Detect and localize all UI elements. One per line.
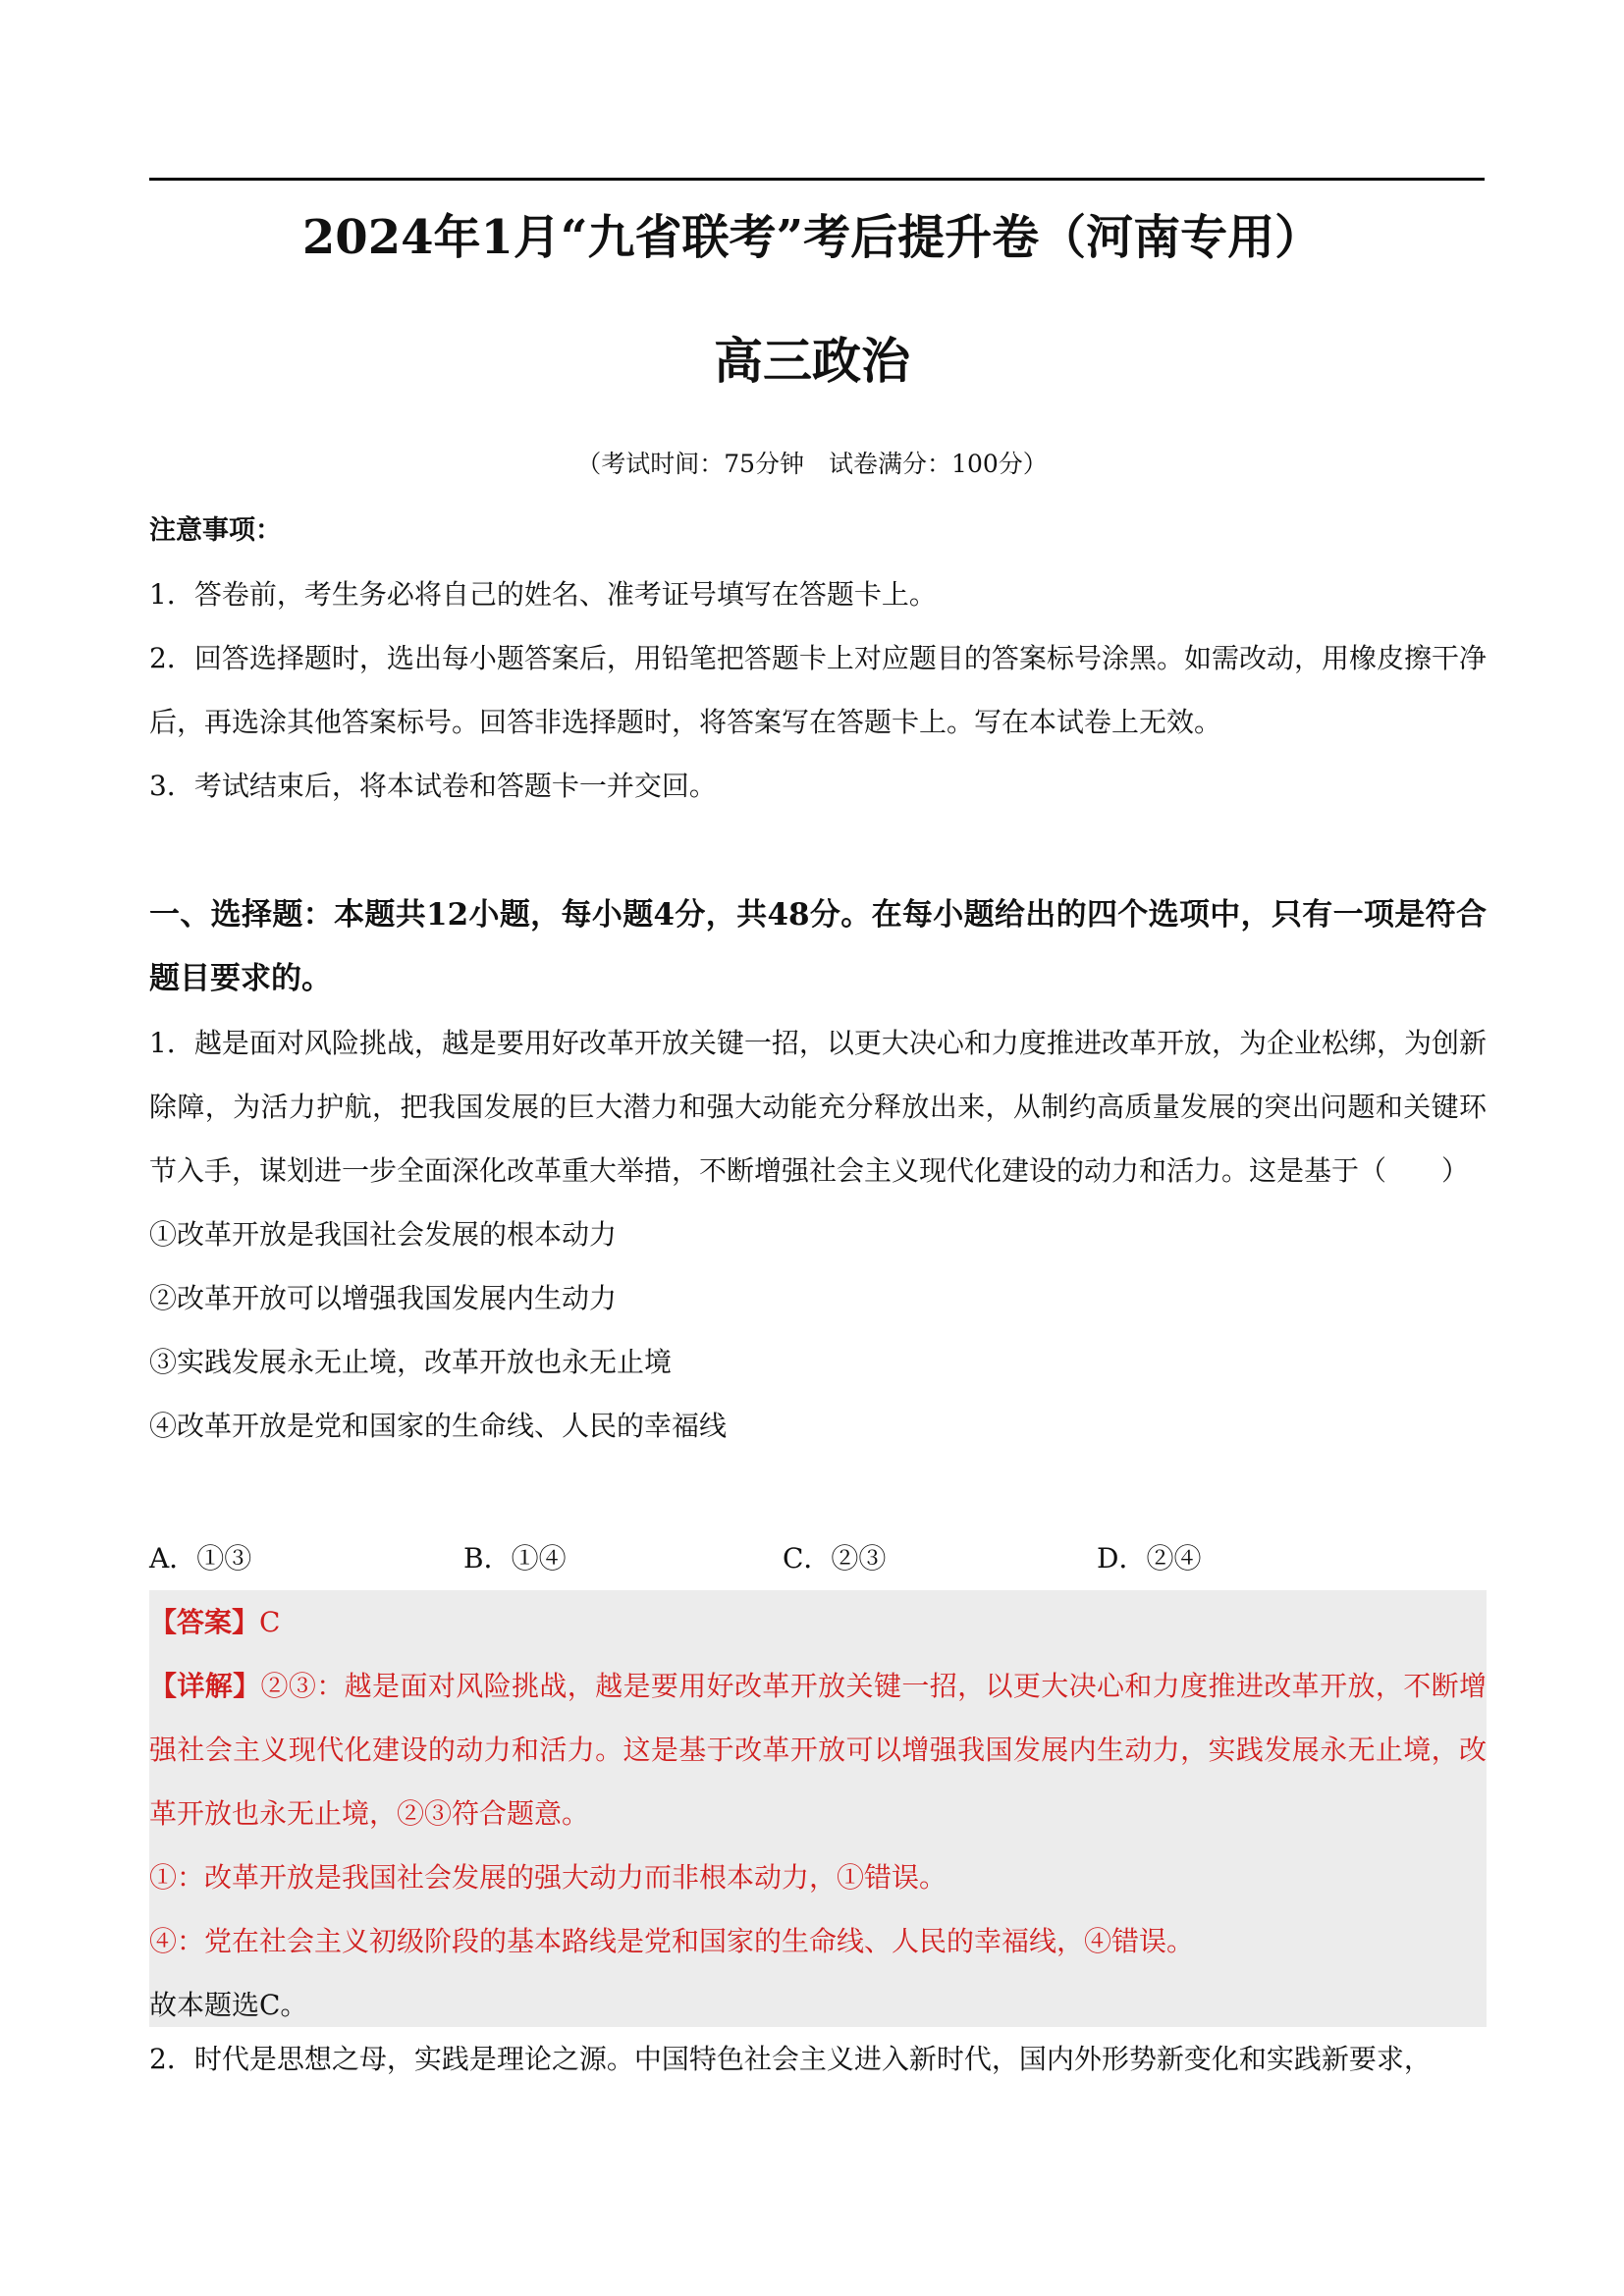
- option-c: C．②③: [783, 1542, 887, 1575]
- conclusion: 故本题选C。: [149, 1989, 308, 2021]
- statement-2: ②改革开放可以增强我国发展内生动力: [149, 1282, 618, 1314]
- question-2: [149, 2027, 1487, 2091]
- detail-tag: 【详解】: [149, 1670, 261, 1702]
- notice-heading: 注意事项：: [149, 515, 282, 546]
- statement-4: ④改革开放是党和国家的生命线、人民的幸福线: [149, 1410, 728, 1442]
- notice-list: [149, 562, 1487, 818]
- answer-value: C: [259, 1606, 281, 1638]
- header-rule: [149, 178, 1485, 181]
- answer-tag: 【答案】: [149, 1606, 260, 1638]
- detail-line: [149, 1654, 1487, 1845]
- question-2-stem: 2．时代是思想之母，实践是理论之源。中国特色社会主义进入新时代，国内外形势新变化和实践新要求，: [149, 2043, 1432, 2075]
- subject-title: 高三政治: [714, 332, 910, 390]
- answer-options: [149, 1526, 1487, 1590]
- statement-3: ③实践发展永无止境，改革开放也永无止境: [149, 1346, 673, 1378]
- notice-item: 3．考试结束后，将本试卷和答题卡一并交回。: [149, 770, 717, 802]
- section-heading: 一、选择题：本题共12小题，每小题4分，共48分。在每小题给出的四个选项中，只有一项是符合题目要求的。: [149, 897, 1487, 996]
- question-stem: 1．越是面对风险挑战，越是要用好改革开放关键一招，以更大决心和力度推进改革开放，为企业松绑，为创新除障，为活力护航，把我国发展的巨大潜力和强大动能充分释放出来，从制约高质量发展的突出问题和关键环节入手，谋划进一步全面深化改革重大举措，不断增强社会主义现代化建设的动力和活力。这是基于（ ）: [149, 1027, 1487, 1187]
- exam-info: （考试时间：75分钟 试卷满分：100分）: [576, 450, 1048, 478]
- question-1: [149, 1011, 1487, 1458]
- explain-statement-4: ④：党在社会主义初级阶段的基本路线是党和国家的生命线、人民的幸福线，④错误。: [149, 1925, 1195, 1957]
- option-a: A．①③: [149, 1542, 252, 1575]
- answer-explanation: [149, 1590, 1487, 2027]
- main-title: 2024年1月“九省联考”考后提升卷（河南专用）: [301, 210, 1323, 265]
- notice-item: 1．答卷前，考生务必将自己的姓名、准考证号填写在答题卡上。: [149, 578, 937, 611]
- option-b: B．①④: [463, 1542, 567, 1575]
- detail-text: ②③：越是面对风险挑战，越是要用好改革开放关键一招，以更大决心和力度推进改革开放，不断增强社会主义现代化建设的动力和活力。这是基于改革开放可以增强我国发展内生动力，实践发展永无止境，改革开放也永无止境，②③符合题意。: [149, 1670, 1487, 1830]
- option-d: D．②④: [1097, 1542, 1202, 1575]
- statement-1: ①改革开放是我国社会发展的根本动力: [149, 1218, 618, 1251]
- answer-line: [149, 1590, 1487, 1654]
- explain-statement-1: ①：改革开放是我国社会发展的强大动力而非根本动力，①错误。: [149, 1861, 947, 1894]
- notice-item: 2．回答选择题时，选出每小题答案后，用铅笔把答题卡上对应题目的答案标号涂黑。如需改动，用橡皮擦干净后，再选涂其他答案标号。回答非选择题时，将答案写在答题卡上。写在本试卷上无效。: [149, 642, 1487, 738]
